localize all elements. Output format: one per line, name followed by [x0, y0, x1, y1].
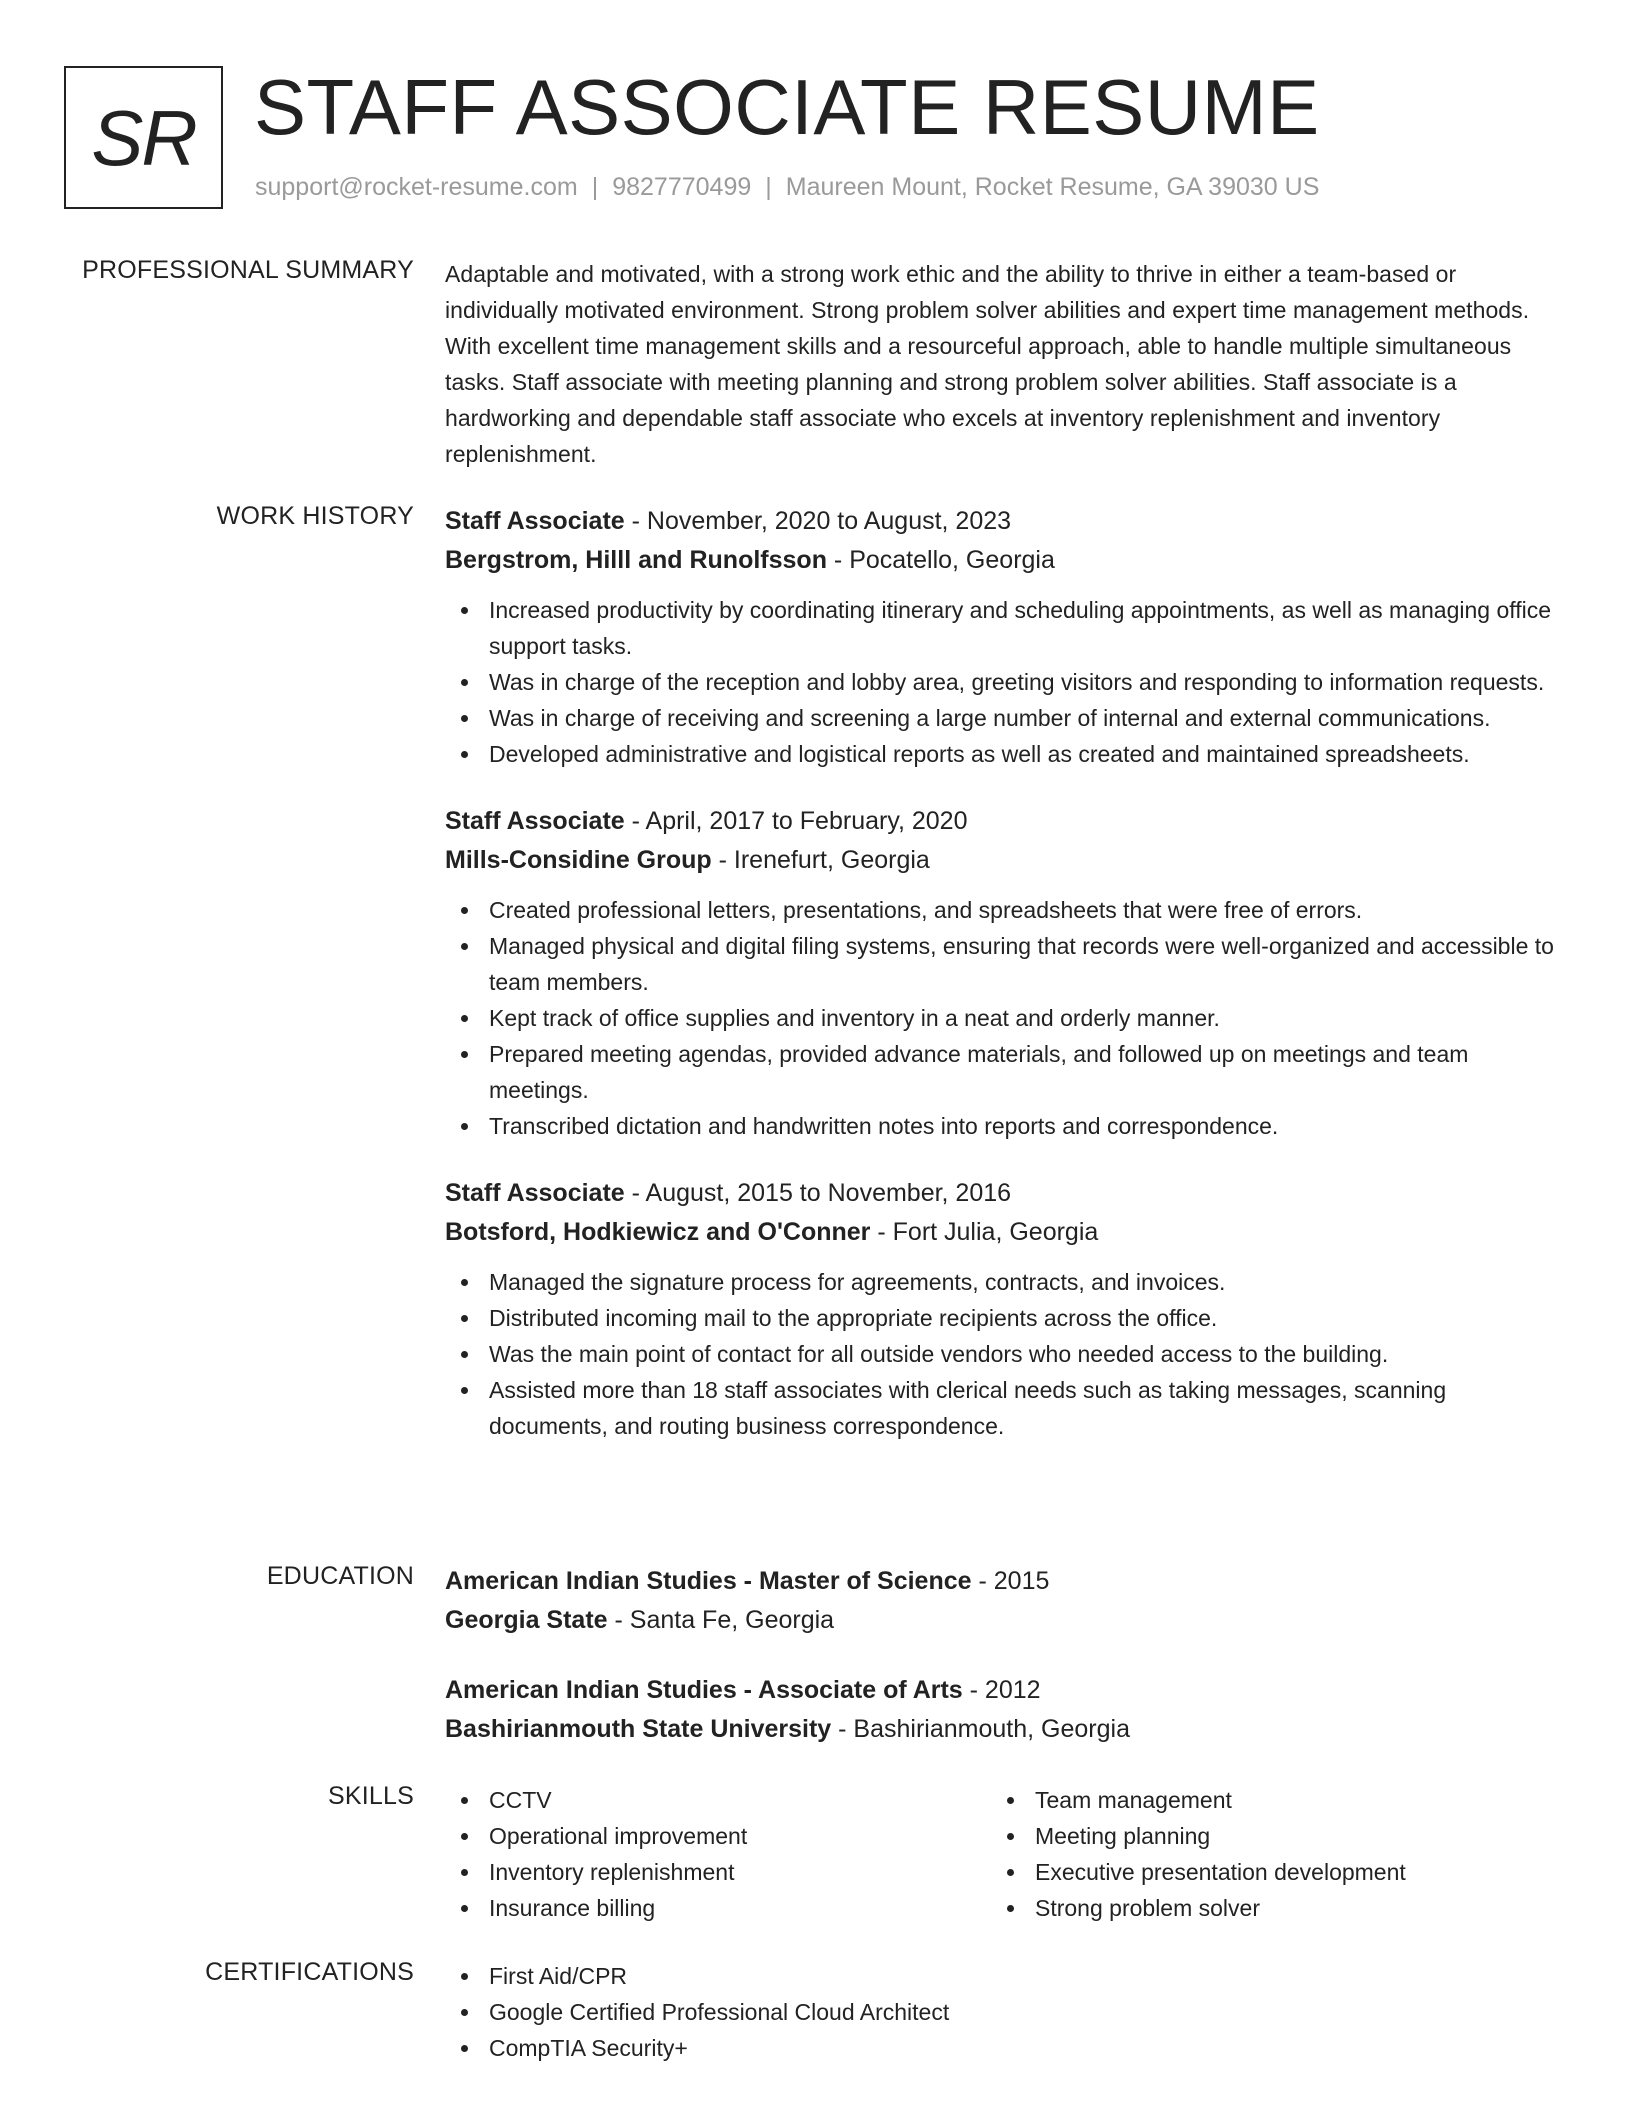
skills-grid — [445, 1782, 1565, 1926]
list-item: Developed administrative and logistical reports as well as created and maintained spreadsheets. — [445, 736, 1565, 772]
contact-line — [255, 173, 1319, 202]
degree: American Indian Studies - Master of Science — [445, 1567, 972, 1595]
section-label-certifications: CERTIFICATIONS — [205, 1958, 414, 1986]
degree-year: - 2012 — [962, 1676, 1041, 1704]
skill-item: Inventory replenishment — [445, 1854, 991, 1890]
school: Georgia State — [445, 1606, 608, 1634]
job-entry — [445, 802, 1565, 1144]
list-item: Kept track of office supplies and inventory in a neat and orderly manner. — [445, 1000, 1565, 1036]
skills-column-left — [445, 1782, 991, 1926]
list-item: Prepared meeting agendas, provided advance materials, and followed up on meetings and team meetings. — [445, 1036, 1565, 1108]
summary-text: Adaptable and motivated, with a strong work ethic and the ability to thrive in either a team-based or individually motivated environment. Strong problem solver abilities and expert time management methods. With excellent time management skills and a resourceful approach, able to handle multiple simultaneous tasks. Staff associate with meeting planning and strong problem solver abilities. Staff associate is a hardworking and dependable staff associate who excels at inventory replenishment and inventory replenishment. — [445, 261, 1530, 467]
skill-item: Executive presentation development — [991, 1854, 1537, 1890]
skills-column-right — [991, 1782, 1537, 1926]
degree-line — [445, 1671, 1565, 1710]
skill-item: Team management — [991, 1782, 1537, 1818]
section-label-summary: PROFESSIONAL SUMMARY — [82, 256, 414, 284]
degree-year: - 2015 — [971, 1567, 1050, 1595]
monogram-logo: SR — [64, 66, 223, 209]
job-entry — [445, 1174, 1565, 1444]
job-company: Mills-Considine Group — [445, 846, 712, 874]
list-item: Transcribed dictation and handwritten notes into reports and correspondence. — [445, 1108, 1565, 1144]
school: Bashirianmouth State University — [445, 1715, 832, 1743]
school-line — [445, 1710, 1565, 1749]
education-list — [445, 1562, 1565, 1749]
job-title-line — [445, 802, 1565, 841]
work-history-list — [445, 502, 1565, 1444]
contact-address: Maureen Mount, Rocket Resume, GA 39030 US — [785, 173, 1320, 201]
school-location: - Bashirianmouth, Georgia — [831, 1715, 1130, 1743]
skill-item: Strong problem solver — [991, 1890, 1537, 1926]
certification-item: CompTIA Security+ — [445, 2030, 1565, 2066]
list-item: Assisted more than 18 staff associates with clerical needs such as taking messages, scanning documents, and routing business correspondence. — [445, 1372, 1565, 1444]
list-item: Increased productivity by coordinating itinerary and scheduling appointments, as well as managing office support tasks. — [445, 592, 1565, 664]
job-title: Staff Associate — [445, 1179, 625, 1207]
degree-line — [445, 1562, 1565, 1601]
job-location: - Fort Julia, Georgia — [870, 1218, 1099, 1246]
skill-item: Operational improvement — [445, 1818, 991, 1854]
list-item: Distributed incoming mail to the appropriate recipients across the office. — [445, 1300, 1565, 1336]
job-company-line — [445, 541, 1565, 580]
job-title-line — [445, 1174, 1565, 1213]
school-location: - Santa Fe, Georgia — [607, 1606, 835, 1634]
list-item: Was in charge of the reception and lobby area, greeting visitors and responding to information requests. — [445, 664, 1565, 700]
list-item: Was in charge of receiving and screening a large number of internal and external communications. — [445, 700, 1565, 736]
skill-item: CCTV — [445, 1782, 991, 1818]
job-location: - Irenefurt, Georgia — [711, 846, 930, 874]
page-title: STAFF ASSOCIATE RESUME — [254, 63, 1320, 151]
list-item: Was the main point of contact for all outside vendors who needed access to the building. — [445, 1336, 1565, 1372]
job-bullets — [445, 892, 1565, 1144]
degree: American Indian Studies - Associate of Arts — [445, 1676, 963, 1704]
section-label-education: EDUCATION — [266, 1562, 414, 1590]
job-bullets — [445, 592, 1565, 772]
job-location: - Pocatello, Georgia — [826, 546, 1055, 574]
list-item: Managed the signature process for agreements, contracts, and invoices. — [445, 1264, 1565, 1300]
job-title-line — [445, 502, 1565, 541]
contact-email[interactable]: support@rocket-resume.com — [255, 173, 578, 201]
certification-item: Google Certified Professional Cloud Architect — [445, 1994, 1565, 2030]
job-bullets — [445, 1264, 1565, 1444]
job-company-line — [445, 1213, 1565, 1252]
job-dates: - November, 2020 to August, 2023 — [624, 507, 1012, 535]
certification-item: First Aid/CPR — [445, 1958, 1565, 1994]
job-company: Bergstrom, Hilll and Runolfsson — [445, 546, 827, 574]
job-company: Botsford, Hodkiewicz and O'Conner — [445, 1218, 871, 1246]
resume-header — [64, 63, 1584, 210]
education-entry — [445, 1671, 1565, 1749]
job-company-line — [445, 841, 1565, 880]
section-label-work: WORK HISTORY — [216, 502, 414, 530]
school-line — [445, 1601, 1565, 1640]
skill-item: Meeting planning — [991, 1818, 1537, 1854]
education-entry — [445, 1562, 1565, 1640]
contact-separator: | — [765, 173, 772, 201]
section-label-skills: SKILLS — [328, 1782, 414, 1810]
skill-item: Insurance billing — [445, 1890, 991, 1926]
certification-bullets — [445, 1958, 1565, 2066]
certifications-list — [445, 1958, 1565, 2066]
job-entry — [445, 502, 1565, 772]
list-item: Managed physical and digital filing systems, ensuring that records were well-organized and accessible to team members. — [445, 928, 1565, 1000]
contact-separator: | — [591, 173, 599, 201]
job-dates: - August, 2015 to November, 2016 — [624, 1179, 1012, 1207]
contact-phone[interactable]: 9827770499 — [612, 173, 752, 201]
list-item: Created professional letters, presentations, and spreadsheets that were free of errors. — [445, 892, 1565, 928]
job-title: Staff Associate — [445, 507, 625, 535]
job-title: Staff Associate — [445, 807, 625, 835]
job-dates: - April, 2017 to February, 2020 — [624, 807, 968, 835]
